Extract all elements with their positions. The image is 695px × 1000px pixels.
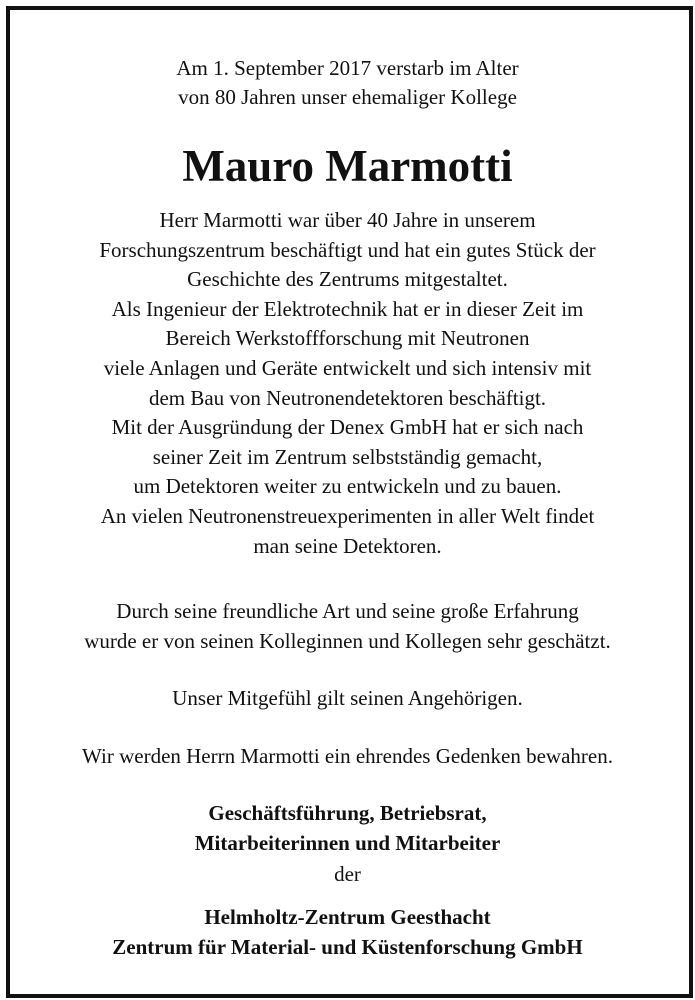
signature-group-line: Geschäftsführung, Betriebsrat, — [208, 801, 487, 825]
tribute-line: An vielen Neutronenstreuexperimenten in aller Welt findet — [100, 503, 595, 528]
remembrance-text: Wir werden Herrn Marmotti ein ehrendes Gedenken bewahren. — [82, 744, 613, 768]
intro-line: von 80 Jahren unser ehemaliger Kollege — [178, 85, 517, 109]
appreciation-line: wurde er von seinen Kolleginnen und Kollegen sehr geschätzt. — [84, 629, 611, 653]
tribute-line: Bereich Werkstoffforschung mit Neutronen — [165, 326, 530, 351]
intro-text — [10, 54, 685, 112]
deceased-name: Mauro Marmotti — [182, 141, 513, 191]
appreciation-line: Durch seine freundliche Art und seine große Erfahrung — [116, 599, 579, 623]
signature-group — [10, 798, 685, 858]
tribute-line: viele Anlagen und Geräte entwickelt und sich intensiv mit — [103, 355, 592, 380]
signature-connector: der — [334, 862, 361, 886]
condolence-text: Unser Mitgefühl gilt seinen Angehörigen. — [172, 686, 523, 710]
organization-line: Zentrum für Material- und Küstenforschung GmbH — [112, 935, 583, 959]
tribute-line: Als Ingenieur der Elektrotechnik hat er in dieser Zeit im — [111, 296, 584, 321]
tribute-line: dem Bau von Neutronendetektoren beschäftigt. — [148, 385, 547, 410]
tribute-line: um Detektoren weiter zu entwickeln und zu bauen. — [133, 474, 562, 499]
appreciation-paragraph — [10, 596, 685, 656]
tribute-line: Geschichte des Zentrums mitgestaltet. — [187, 267, 508, 292]
intro-line: Am 1. September 2017 verstarb im Alter — [176, 56, 519, 80]
signature-organization — [10, 902, 685, 962]
tribute-line: Mit der Ausgründung der Denex GmbH hat er sich nach — [111, 415, 584, 440]
tribute-paragraph — [10, 206, 685, 561]
tribute-line: Herr Marmotti war über 40 Jahre in unserem — [159, 208, 536, 232]
tribute-line: Forschungszentrum beschäftigt und hat ein gutes Stück der — [99, 237, 596, 262]
organization-line: Helmholtz-Zentrum Geesthacht — [204, 905, 491, 929]
tribute-line: man seine Detektoren. — [253, 533, 442, 558]
signature-group-line: Mitarbeiterinnen und Mitarbeiter — [194, 831, 501, 855]
obituary-notice — [10, 10, 685, 994]
tribute-line: seiner Zeit im Zentrum selbstständig gemacht, — [152, 444, 543, 469]
